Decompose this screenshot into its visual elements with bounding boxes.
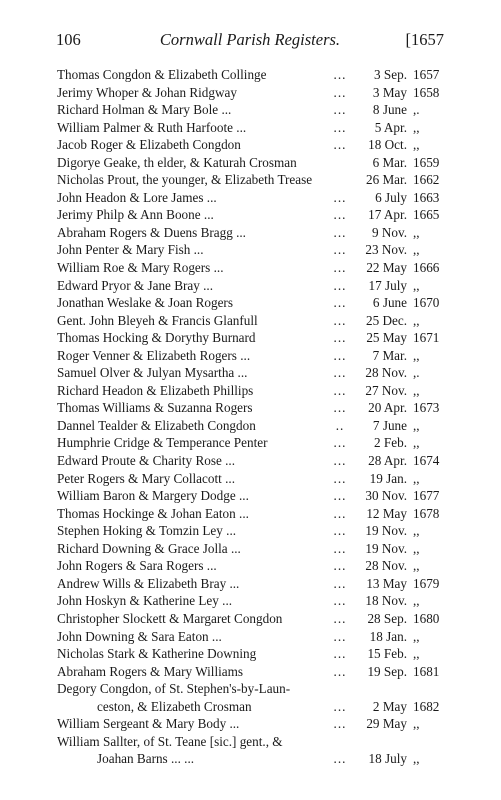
entry-leader-dots: ... bbox=[333, 119, 347, 135]
entry-leader-dots: ... bbox=[333, 523, 347, 539]
entry-names-continuation: Joahan Barns ... ... bbox=[97, 751, 195, 767]
register-entry bbox=[57, 66, 445, 84]
entry-names bbox=[57, 224, 246, 242]
entry-year: ,, bbox=[413, 716, 420, 732]
entry-names bbox=[57, 557, 217, 575]
entry-names-line: John Hoskyn & Katherine Ley ... bbox=[57, 593, 233, 609]
entry-leader-dots: ... bbox=[333, 365, 347, 381]
entry-names-line: Peter Rogers & Mary Collacott ... bbox=[57, 470, 235, 486]
entry-names bbox=[57, 84, 237, 102]
entry-year: 1681 bbox=[413, 663, 440, 679]
entry-names-line: William Palmer & Ruth Harfoote ... bbox=[57, 119, 247, 135]
entry-leader-dots: ... bbox=[333, 67, 347, 82]
entry-leader-dots: ... bbox=[333, 663, 347, 679]
entry-date: 25 Dec. bbox=[365, 312, 407, 328]
entry-leader-dots: ... bbox=[333, 610, 347, 626]
entry-names-line: John Rogers & Sara Rogers ... bbox=[57, 558, 217, 574]
register-entry bbox=[57, 680, 445, 715]
entry-names-line: Samuel Olver & Julyan Mysartha ... bbox=[57, 365, 248, 381]
entry-year: ,, bbox=[413, 593, 420, 609]
entry-names bbox=[57, 715, 239, 733]
entry-year: 1671 bbox=[413, 330, 440, 346]
entry-names-line: Richard Headon & Elizabeth Phillips bbox=[57, 382, 254, 398]
entry-names bbox=[57, 259, 224, 277]
register-entry bbox=[57, 645, 445, 663]
entry-names bbox=[57, 470, 235, 488]
entry-date: 22 May bbox=[366, 260, 407, 276]
entry-leader-dots: ... bbox=[333, 593, 347, 609]
entry-names bbox=[57, 540, 241, 558]
entry-leader-dots: ... bbox=[333, 295, 347, 311]
entry-year: ,. bbox=[413, 365, 420, 381]
entry-names bbox=[57, 610, 282, 628]
entry-year: ,, bbox=[413, 119, 420, 135]
entry-names-line: Richard Downing & Grace Jolla ... bbox=[57, 540, 241, 556]
entry-year: 1670 bbox=[413, 295, 440, 311]
register-entry bbox=[57, 505, 445, 523]
entry-year: 1665 bbox=[413, 207, 440, 223]
entry-names-line: Richard Holman & Mary Bole ... bbox=[57, 102, 232, 118]
entry-date: 7 Mar. bbox=[372, 347, 407, 363]
entry-names bbox=[57, 733, 283, 768]
entry-names bbox=[57, 487, 249, 505]
register-entry bbox=[57, 487, 445, 505]
entry-names-line: Jerimy Philp & Ann Boone ... bbox=[57, 207, 214, 223]
entry-leader-dots: ... bbox=[333, 277, 347, 293]
entry-date: 18 Jan. bbox=[369, 628, 407, 644]
entry-date: 13 May bbox=[366, 575, 407, 591]
entry-names-line: Thomas Congdon & Elizabeth Collinge bbox=[57, 67, 267, 82]
register-entry bbox=[57, 206, 445, 224]
entry-names-line: Nicholas Stark & Katherine Downing bbox=[57, 646, 257, 662]
entry-date: 2 Feb. bbox=[374, 435, 407, 451]
entry-date: 8 June bbox=[372, 102, 407, 118]
entry-names bbox=[57, 663, 243, 681]
entry-year: 1678 bbox=[413, 505, 440, 521]
entry-names-line: Edward Pryor & Jane Bray ... bbox=[57, 277, 214, 293]
entry-date: 20 Apr. bbox=[368, 400, 407, 416]
entry-names bbox=[57, 312, 258, 330]
entry-year: ,, bbox=[413, 470, 420, 486]
entry-date: 29 May bbox=[366, 716, 407, 732]
entry-names bbox=[57, 171, 312, 189]
register-entry bbox=[57, 417, 445, 435]
entry-leader-dots: ... bbox=[333, 400, 347, 416]
entry-date: 18 Oct. bbox=[368, 137, 407, 153]
register-entry bbox=[57, 259, 445, 277]
entry-names-line: William Sergeant & Mary Body ... bbox=[57, 716, 240, 732]
entry-leader-dots: ... bbox=[333, 646, 347, 662]
entry-leader-dots: ... bbox=[333, 453, 347, 469]
marriage-register-list bbox=[57, 66, 445, 768]
page-number: 106 bbox=[56, 30, 81, 49]
entry-names-line: William Roe & Mary Rogers ... bbox=[57, 260, 224, 276]
entry-names bbox=[57, 417, 256, 435]
entry-leader-dots: ... bbox=[333, 347, 347, 363]
header-year: [1657 bbox=[405, 30, 444, 49]
entry-date: 23 Nov. bbox=[365, 242, 407, 258]
entry-year: ,. bbox=[413, 102, 420, 118]
entry-year: 1674 bbox=[413, 453, 440, 469]
entry-year: ,, bbox=[413, 628, 420, 644]
entry-date: 6 June bbox=[372, 295, 407, 311]
entry-year: 1663 bbox=[413, 189, 440, 205]
entry-names-line: Degory Congdon, of St. Stephen's-by-Laun- bbox=[57, 681, 291, 697]
entry-leader-dots: ... bbox=[333, 488, 347, 504]
register-entry bbox=[57, 294, 445, 312]
entry-date: 9 Nov. bbox=[371, 224, 407, 240]
entry-leader-dots: ... bbox=[333, 102, 347, 118]
entry-year: ,, bbox=[413, 646, 420, 662]
entry-year: ,, bbox=[413, 242, 420, 258]
entry-year: ,, bbox=[413, 558, 420, 574]
entry-names-line: Andrew Wills & Elizabeth Bray ... bbox=[57, 575, 240, 591]
entry-names bbox=[57, 399, 253, 417]
entry-date: 26 Mar. bbox=[365, 172, 407, 188]
entry-date: 18 Nov. bbox=[365, 593, 407, 609]
register-entry bbox=[57, 715, 445, 733]
entry-names-line: Thomas Hockinge & Johan Eaton ... bbox=[57, 505, 249, 521]
entry-date: 30 Nov. bbox=[365, 488, 407, 504]
entry-year: 1666 bbox=[413, 260, 440, 276]
entry-names bbox=[57, 101, 231, 119]
entry-year: ,, bbox=[413, 347, 420, 363]
register-entry bbox=[57, 575, 445, 593]
register-entry bbox=[57, 136, 445, 154]
entry-year: 1680 bbox=[413, 610, 440, 626]
register-entry bbox=[57, 84, 445, 102]
entry-date: 19 Nov. bbox=[365, 523, 407, 539]
entry-names-line: Jacob Roger & Elizabeth Congdon bbox=[57, 137, 241, 153]
entry-leader-dots: ... bbox=[333, 628, 347, 644]
entry-leader-dots: .. bbox=[335, 417, 345, 433]
entry-names bbox=[57, 189, 217, 207]
entry-names bbox=[57, 575, 239, 593]
entry-names-line: Digorye Geake, th elder, & Katurah Crosman bbox=[57, 154, 297, 170]
entry-names bbox=[57, 119, 246, 137]
entry-names-line: John Headon & Lore James ... bbox=[57, 189, 217, 205]
entry-names bbox=[57, 680, 290, 715]
entry-date: 27 Nov. bbox=[365, 382, 407, 398]
entry-date: 18 July bbox=[368, 751, 407, 767]
entry-names bbox=[57, 592, 232, 610]
entry-leader-dots: ... bbox=[333, 716, 347, 732]
entry-names-line: Humphrie Cridge & Temperance Penter bbox=[57, 435, 268, 451]
entry-leader-dots: ... bbox=[333, 260, 347, 276]
entry-names bbox=[57, 206, 214, 224]
entry-names bbox=[57, 382, 253, 400]
register-entry bbox=[57, 470, 445, 488]
entry-names bbox=[57, 241, 204, 259]
entry-names bbox=[57, 294, 233, 312]
entry-year: 1682 bbox=[413, 698, 440, 714]
register-entry bbox=[57, 224, 445, 242]
register-entry bbox=[57, 101, 445, 119]
register-entry bbox=[57, 312, 445, 330]
entry-year: ,, bbox=[413, 312, 420, 328]
entry-names bbox=[57, 329, 256, 347]
entry-names bbox=[57, 434, 268, 452]
register-entry bbox=[57, 329, 445, 347]
entry-year: ,, bbox=[413, 435, 420, 451]
entry-names bbox=[57, 645, 256, 663]
entry-names-line: John Downing & Sara Eaton ... bbox=[57, 628, 222, 644]
entry-date: 17 July bbox=[368, 277, 407, 293]
entry-names-line: Abraham Rogers & Duens Bragg ... bbox=[57, 224, 246, 240]
entry-leader-dots: ... bbox=[333, 575, 347, 591]
entry-names-line: Edward Proute & Charity Rose ... bbox=[57, 453, 236, 469]
entry-names bbox=[57, 452, 235, 470]
entry-names-continuation: ceston, & Elizabeth Crosman bbox=[97, 698, 252, 714]
entry-year: ,, bbox=[413, 224, 420, 240]
entry-year: ,, bbox=[413, 137, 420, 153]
entry-year: ,, bbox=[413, 382, 420, 398]
entry-year: 1657 bbox=[413, 67, 440, 82]
entry-date: 19 Nov. bbox=[365, 540, 407, 556]
entry-date: 6 July bbox=[375, 189, 407, 205]
register-entry bbox=[57, 733, 445, 768]
entry-names-line: Stephen Hoking & Tomzin Ley ... bbox=[57, 523, 237, 539]
entry-leader-dots: ... bbox=[333, 558, 347, 574]
register-entry bbox=[57, 434, 445, 452]
register-entry bbox=[57, 663, 445, 681]
register-entry bbox=[57, 522, 445, 540]
entry-date: 3 May bbox=[372, 84, 407, 100]
entry-year: ,, bbox=[413, 523, 420, 539]
entry-leader-dots: ... bbox=[333, 435, 347, 451]
entry-names bbox=[57, 522, 236, 540]
entry-date: 5 Apr. bbox=[374, 119, 407, 135]
register-entry bbox=[57, 171, 445, 189]
entry-leader-dots: ... bbox=[333, 751, 347, 767]
entry-leader-dots: ... bbox=[333, 189, 347, 205]
entry-date: 28 Nov. bbox=[365, 365, 407, 381]
entry-names bbox=[57, 347, 250, 365]
entry-date: 3 Sep. bbox=[374, 67, 407, 82]
entry-date: 28 Sep. bbox=[367, 610, 407, 626]
entry-names bbox=[57, 505, 249, 523]
entry-year: 1679 bbox=[413, 575, 440, 591]
register-entry bbox=[57, 241, 445, 259]
entry-leader-dots: ... bbox=[333, 330, 347, 346]
entry-leader-dots: ... bbox=[333, 242, 347, 258]
register-entry bbox=[57, 628, 445, 646]
running-title: Cornwall Parish Registers. bbox=[159, 30, 341, 49]
entry-date: 28 Nov. bbox=[365, 558, 407, 574]
entry-year: ,, bbox=[413, 277, 420, 293]
register-entry bbox=[57, 592, 445, 610]
register-entry bbox=[57, 154, 445, 172]
entry-date: 7 June bbox=[372, 417, 407, 433]
entry-names bbox=[57, 136, 241, 154]
entry-date: 25 May bbox=[366, 330, 407, 346]
entry-names bbox=[57, 364, 247, 382]
register-entry bbox=[57, 347, 445, 365]
register-entry bbox=[57, 557, 445, 575]
entry-date: 15 Feb. bbox=[367, 646, 407, 662]
entry-year: 1673 bbox=[413, 400, 440, 416]
register-entry bbox=[57, 277, 445, 295]
register-entry bbox=[57, 119, 445, 137]
entry-date: 12 May bbox=[366, 505, 407, 521]
entry-year: 1659 bbox=[413, 154, 440, 170]
entry-date: 17 Apr. bbox=[368, 207, 407, 223]
entry-leader-dots: ... bbox=[333, 207, 347, 223]
entry-names-line: William Sallter, of St. Teane [sic.] gent., & bbox=[57, 733, 283, 749]
entry-date: 6 Mar. bbox=[372, 154, 407, 170]
entry-date: 28 Apr. bbox=[368, 453, 407, 469]
entry-date: 19 Jan. bbox=[369, 470, 407, 486]
entry-leader-dots: ... bbox=[333, 312, 347, 328]
register-entry bbox=[57, 399, 445, 417]
register-entry bbox=[57, 382, 445, 400]
entry-leader-dots: ... bbox=[333, 540, 347, 556]
entry-leader-dots: ... bbox=[333, 382, 347, 398]
register-entry bbox=[57, 452, 445, 470]
entry-year: ,, bbox=[413, 751, 420, 767]
entry-leader-dots: ... bbox=[333, 224, 347, 240]
entry-names-line: Nicholas Prout, the younger, & Elizabeth Trease bbox=[57, 172, 313, 188]
entry-names bbox=[57, 66, 267, 84]
entry-leader-dots: ... bbox=[333, 698, 347, 714]
entry-date: 19 Sep. bbox=[367, 663, 407, 679]
entry-names-line: Gent. John Bleyeh & Francis Glanfull bbox=[57, 312, 258, 328]
register-entry bbox=[57, 189, 445, 207]
entry-date: 2 May bbox=[372, 698, 407, 714]
entry-names bbox=[57, 628, 222, 646]
entry-names-line: Jonathan Weslake & Joan Rogers bbox=[57, 295, 233, 311]
entry-leader-dots: ... bbox=[333, 470, 347, 486]
entry-names-line: Christopher Slockett & Margaret Congdon bbox=[57, 610, 283, 626]
entry-names-line: John Penter & Mary Fish ... bbox=[57, 242, 204, 258]
entry-leader-dots: ... bbox=[333, 84, 347, 100]
entry-names bbox=[57, 277, 213, 295]
register-entry bbox=[57, 610, 445, 628]
register-entry bbox=[57, 540, 445, 558]
entry-names-line: Roger Venner & Elizabeth Rogers ... bbox=[57, 347, 251, 363]
register-entry bbox=[57, 364, 445, 382]
entry-names-line: Thomas Williams & Suzanna Rogers bbox=[57, 400, 253, 416]
entry-year: ,, bbox=[413, 417, 420, 433]
entry-names-line: Jerimy Whoper & Johan Ridgway bbox=[57, 84, 237, 100]
entry-leader-dots: ... bbox=[333, 137, 347, 153]
entry-year: ,, bbox=[413, 540, 420, 556]
entry-names-line: Dannel Tealder & Elizabeth Congdon bbox=[57, 417, 256, 433]
page-header bbox=[56, 30, 444, 54]
entry-names-line: William Baron & Margery Dodge ... bbox=[57, 488, 249, 504]
entry-year: 1662 bbox=[413, 172, 440, 188]
entry-year: 1658 bbox=[413, 84, 440, 100]
entry-names bbox=[57, 154, 297, 172]
entry-names-line: Abraham Rogers & Mary Williams bbox=[57, 663, 244, 679]
entry-year: 1677 bbox=[413, 488, 440, 504]
entry-names-line: Thomas Hocking & Dorythy Burnard bbox=[57, 330, 256, 346]
entry-leader-dots: ... bbox=[333, 505, 347, 521]
